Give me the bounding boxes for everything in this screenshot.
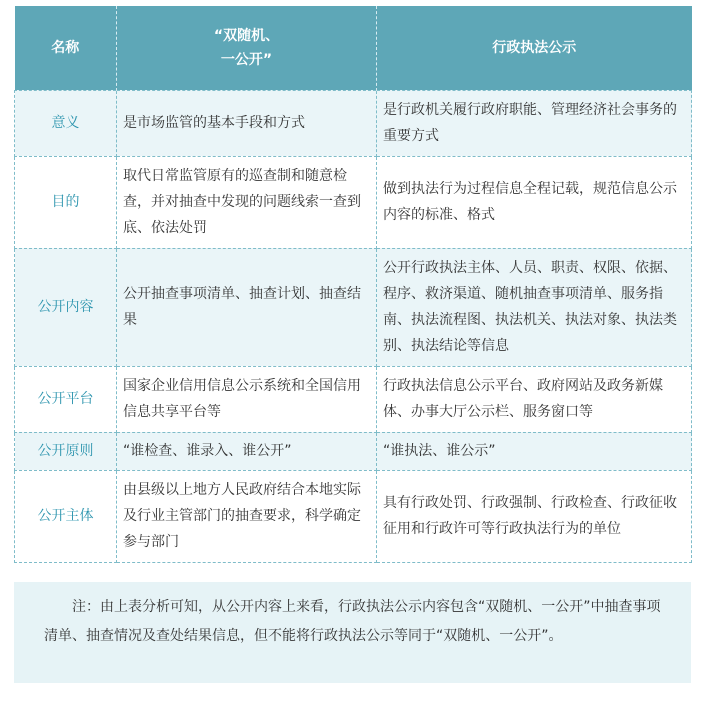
enforcement-publicity-cell: 公开行政执法主体、人员、职责、权限、依据、程序、救济渠道、随机抽查事项清单、服务指南、执法流程图、执法机关、执法对象、执法类别、执法结论等信息 — [377, 248, 692, 366]
table-row — [15, 432, 692, 470]
double-random-cell: 国家企业信用信息公示系统和全国信用信息共享平台等 — [117, 366, 377, 432]
comparison-table — [14, 6, 692, 563]
row-label: 目的 — [15, 156, 117, 248]
enforcement-publicity-cell: 做到执法行为过程信息全程记载，规范信息公示内容的标准、格式 — [377, 156, 692, 248]
double-random-cell: 取代日常监管原有的巡查制和随意检查，并对抽查中发现的问题线索一查到底、依法处罚 — [117, 156, 377, 248]
enforcement-publicity-cell: 行政执法信息公示平台、政府网站及政务新媒体、办事大厅公示栏、服务窗口等 — [377, 366, 692, 432]
table-row — [15, 248, 692, 366]
enforcement-publicity-cell: 具有行政处罚、行政强制、行政检查、行政征收征用和行政许可等行政执法行为的单位 — [377, 470, 692, 562]
header-double-random: “双随机、 一公开” — [117, 6, 377, 90]
table-row — [15, 156, 692, 248]
enforcement-publicity-cell: 是行政机关履行政府职能、管理经济社会事务的重要方式 — [377, 90, 692, 156]
row-label: 公开主体 — [15, 470, 117, 562]
analysis-note — [14, 582, 691, 683]
double-random-cell: “谁检查、谁录入、谁公开” — [117, 432, 377, 470]
double-random-cell: 由县级以上地方人民政府结合本地实际及行业主管部门的抽查要求，科学确定参与部门 — [117, 470, 377, 562]
row-label: 公开内容 — [15, 248, 117, 366]
header-enforcement-publicity: 行政执法公示 — [377, 6, 692, 90]
table-header-row — [15, 6, 692, 90]
enforcement-publicity-cell: “谁执法、谁公示” — [377, 432, 692, 470]
double-random-cell: 公开抽查事项清单、抽查计划、抽查结果 — [117, 248, 377, 366]
header-name: 名称 — [15, 6, 117, 90]
comparison-table-container — [14, 6, 691, 563]
table-row — [15, 90, 692, 156]
row-label: 意义 — [15, 90, 117, 156]
table-row — [15, 470, 692, 562]
table-row — [15, 366, 692, 432]
double-random-cell: 是市场监管的基本手段和方式 — [117, 90, 377, 156]
row-label: 公开原则 — [15, 432, 117, 470]
row-label: 公开平台 — [15, 366, 117, 432]
note-text: 注：由上表分析可知，从公开内容上来看，行政执法公示内容包含“双随机、一公开”中抽查事项清单、抽查情况及查处结果信息，但不能将行政执法公示等同于“双随机、一公开”。 — [44, 599, 661, 644]
